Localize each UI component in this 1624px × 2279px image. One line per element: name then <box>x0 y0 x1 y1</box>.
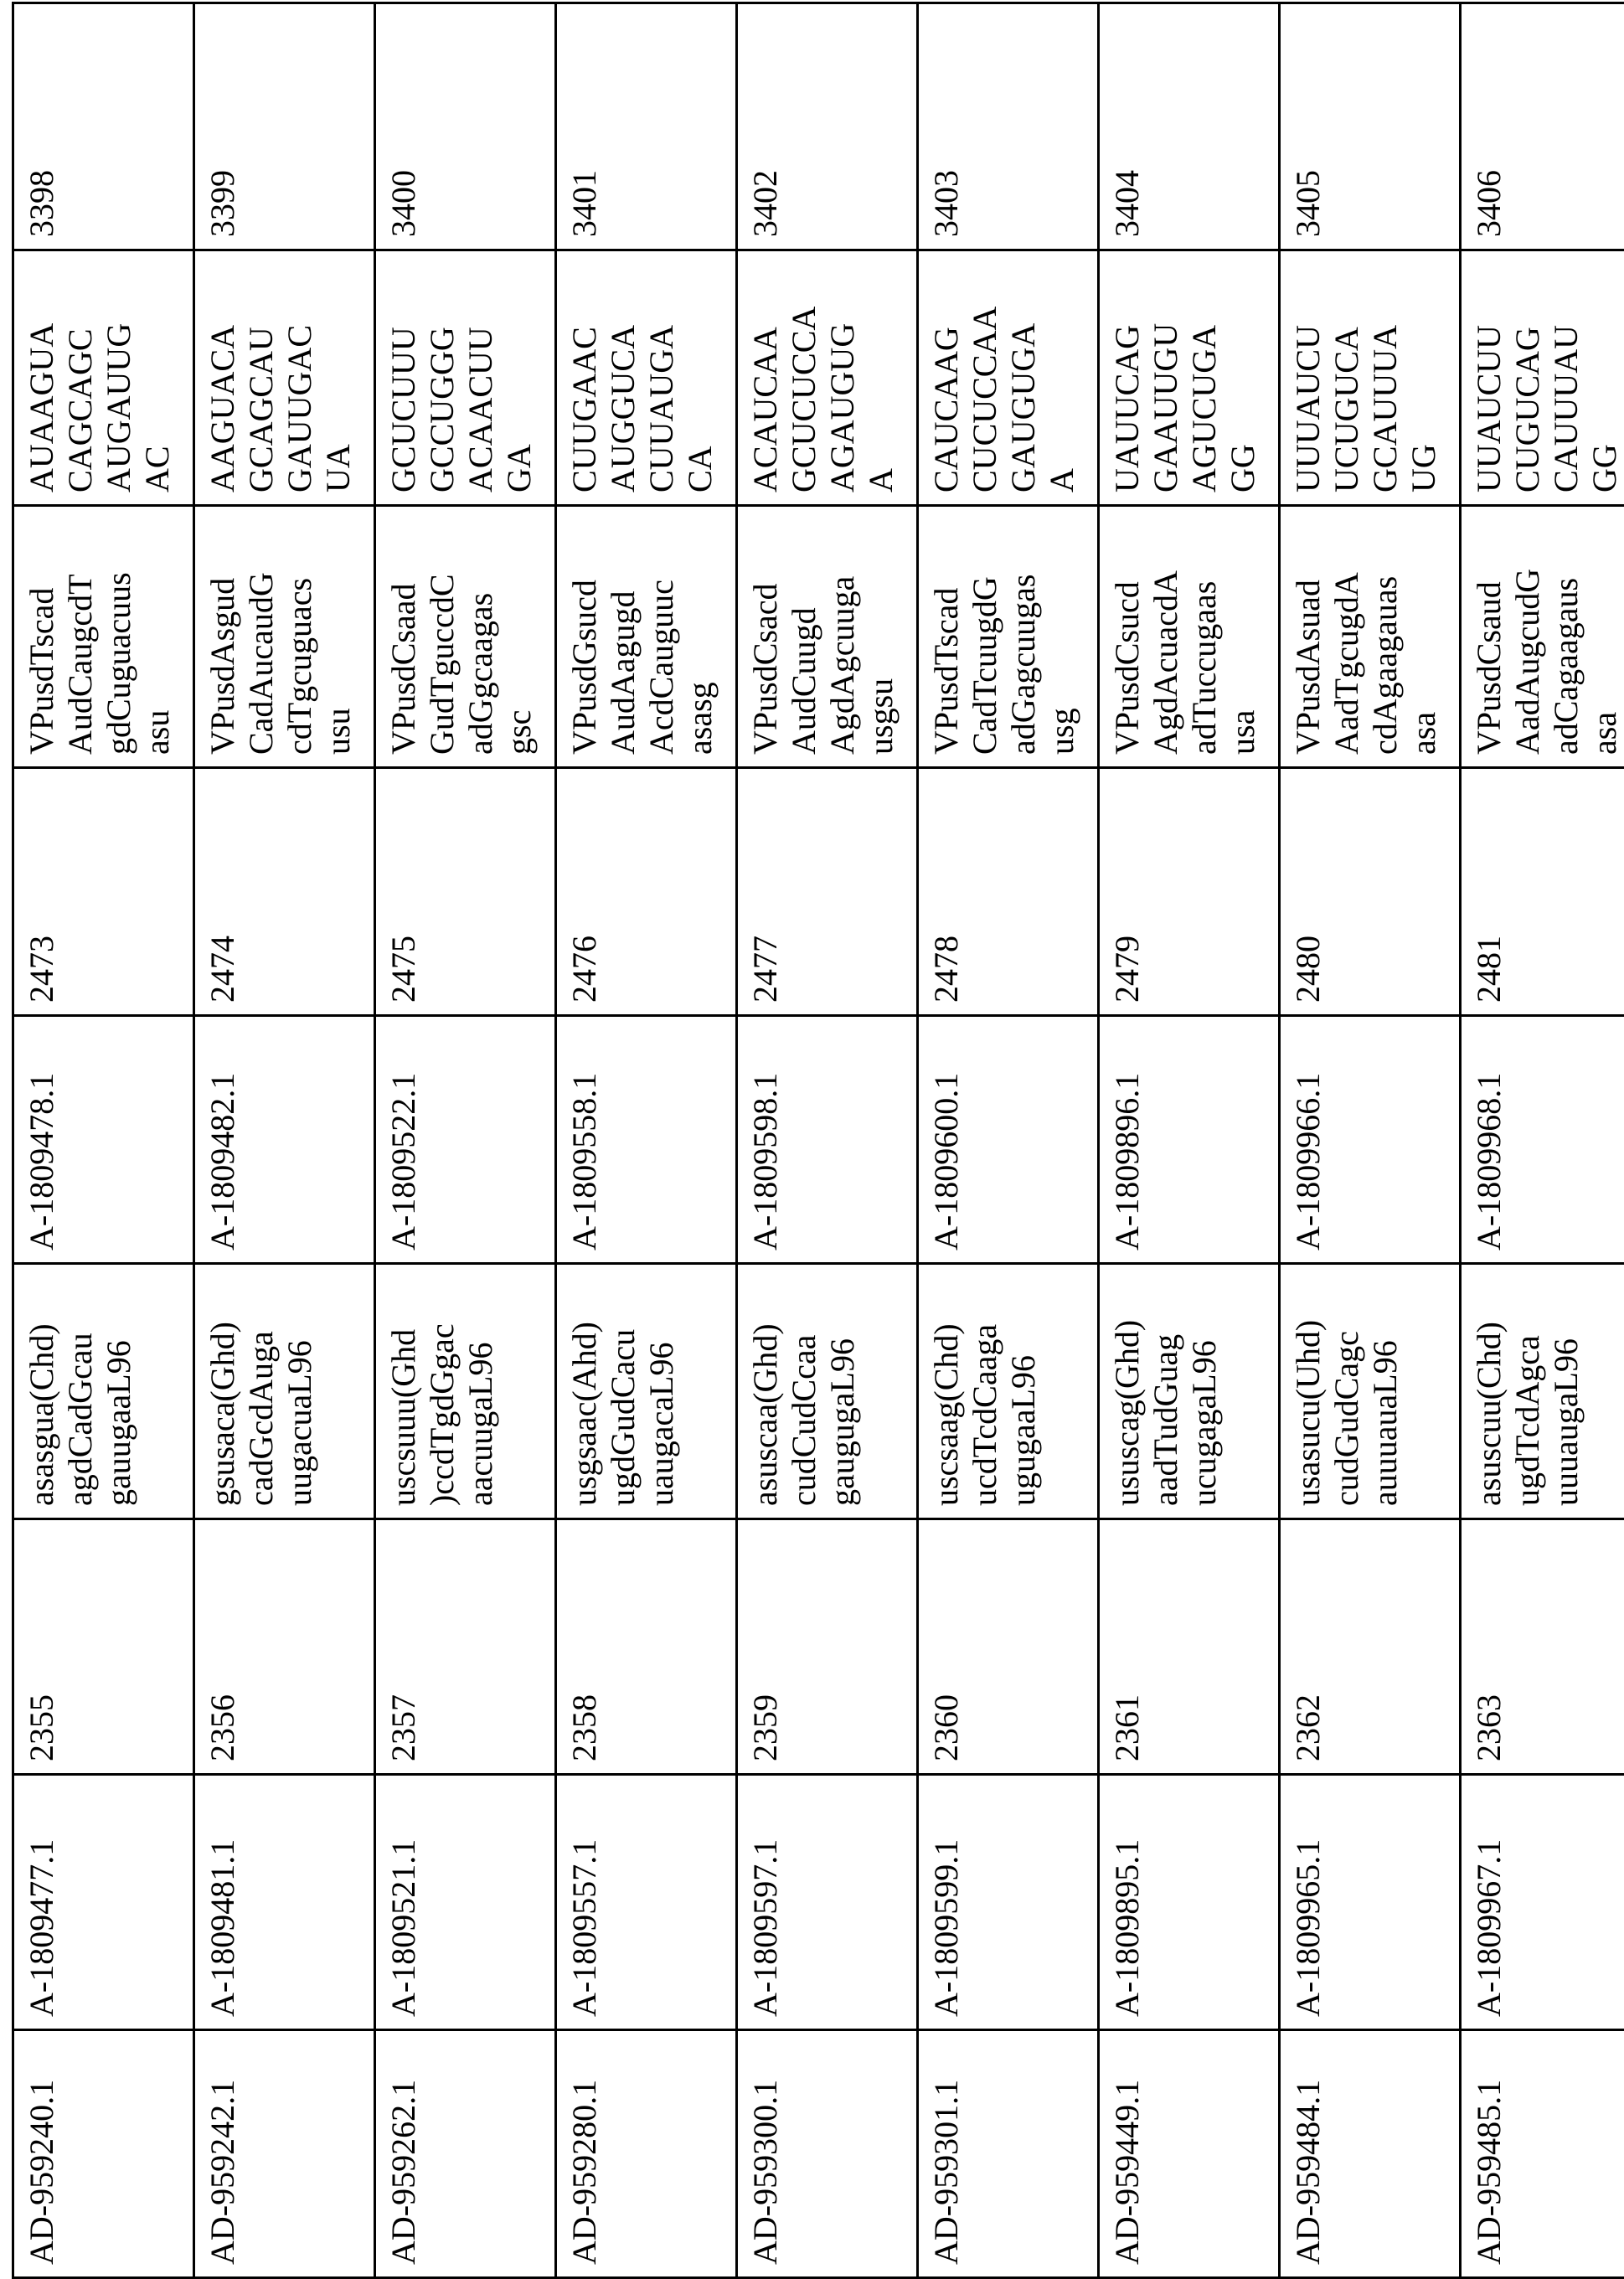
sense-sequence-cell <box>375 1264 556 1519</box>
cell-text: gsc <box>500 512 539 755</box>
sense-seq-id-cell <box>13 1519 194 1775</box>
cell-text: AD-959484.1 <box>1289 2036 1328 2265</box>
target-sequence-cell <box>918 250 1099 506</box>
cell-text: cadGcdAuga <box>242 1270 281 1506</box>
cell-text: 2478 <box>927 774 966 1003</box>
table-row <box>737 3 918 2278</box>
cell-text: GAUGUGA <box>1004 256 1043 492</box>
cell-text: AudCaugcdT <box>61 512 100 755</box>
cell-text: ugdGudCacu <box>604 1270 642 1506</box>
antisense-sequence-cell <box>194 506 375 768</box>
cell-text: asasg <box>681 512 719 755</box>
duplex-id-cell <box>1461 2030 1624 2278</box>
cell-text: usg <box>1043 512 1081 755</box>
cell-text: ACAUCAA <box>746 256 785 492</box>
cell-text: 2358 <box>565 1525 604 1761</box>
cell-text: 2475 <box>384 774 423 1003</box>
antisense-seq-id-cell <box>1099 768 1280 1016</box>
table-row <box>1099 3 1280 2278</box>
cell-text: gsusaca(Ghd) <box>204 1270 242 1506</box>
target-seq-id-cell <box>556 3 737 250</box>
cell-text: cdAgaagauas <box>1366 512 1405 755</box>
cell-text: A <box>862 256 900 492</box>
cell-text: GCUCUCCA <box>785 256 823 492</box>
cell-text: GCUCUUU <box>384 256 423 492</box>
cell-text: A-1809481.1 <box>204 1781 242 2017</box>
cell-text: aacuugaL96 <box>461 1270 500 1506</box>
antisense-seq-id-cell <box>918 768 1099 1016</box>
cell-text: A-1809895.1 <box>1108 1781 1147 2017</box>
antisense-id-cell <box>556 1016 737 1264</box>
target-sequence-cell <box>13 250 194 506</box>
antisense-seq-id-cell <box>13 768 194 1016</box>
sense-seq-id-cell <box>1280 1519 1461 1775</box>
cell-text: CUGUCAG <box>1508 256 1547 492</box>
antisense-sequence-cell <box>918 506 1099 768</box>
target-sequence-cell <box>1280 250 1461 506</box>
cell-text: 2361 <box>1108 1525 1147 1761</box>
cell-text: UAUUCAG <box>1108 256 1147 492</box>
cell-text: A-1809521.1 <box>384 1781 423 2017</box>
cell-text: 2481 <box>1470 774 1508 1003</box>
cell-text: AUGGUCA <box>604 256 642 492</box>
cell-text: GCCUGGG <box>423 256 461 492</box>
sense-seq-id-cell <box>375 1519 556 1775</box>
cell-text: 3398 <box>23 9 61 237</box>
cell-text: CAGCAGC <box>61 256 100 492</box>
cell-text: asa <box>1585 512 1624 755</box>
antisense-id-cell <box>194 1016 375 1264</box>
cell-text: A-1809966.1 <box>1289 1022 1328 1250</box>
cell-text: GA <box>500 256 539 492</box>
sense-sequence-cell <box>1280 1264 1461 1519</box>
cell-text: UUAUCUU <box>1470 256 1508 492</box>
sense-id-cell <box>13 1775 194 2030</box>
sense-sequence-cell <box>194 1264 375 1519</box>
cell-text: A-1809896.1 <box>1108 1022 1147 1250</box>
cell-text: 3404 <box>1108 9 1147 237</box>
cell-text: asu <box>138 512 177 755</box>
cell-text: CadAucaudG <box>242 512 281 755</box>
cell-text: 2480 <box>1289 774 1328 1003</box>
sense-sequence-cell <box>737 1264 918 1519</box>
cell-text: UA <box>319 256 358 492</box>
cell-text: AUAAGUA <box>23 256 61 492</box>
target-sequence-cell <box>194 250 375 506</box>
cell-text: AD-959242.1 <box>204 2036 242 2265</box>
duplex-id-cell <box>918 2030 1099 2278</box>
target-seq-id-cell <box>13 3 194 250</box>
cell-text: AD-959240.1 <box>23 2036 61 2265</box>
target-sequence-cell <box>556 250 737 506</box>
target-seq-id-cell <box>194 3 375 250</box>
duplex-id-cell <box>737 2030 918 2278</box>
antisense-id-cell <box>1461 1016 1624 1264</box>
cell-text: cudCudCcaa <box>785 1270 823 1506</box>
target-sequence-cell <box>1461 250 1624 506</box>
cell-text: 2359 <box>746 1525 785 1761</box>
cell-text: 2362 <box>1289 1525 1328 1761</box>
cell-text: CAUUUAU <box>1547 256 1585 492</box>
antisense-sequence-cell <box>1461 506 1624 768</box>
table-row <box>918 3 1099 2278</box>
cell-text: CAUCAAG <box>927 256 966 492</box>
sense-seq-id-cell <box>1461 1519 1624 1775</box>
cell-text: asuscaa(Ghd) <box>746 1270 785 1506</box>
cell-text: AAGUACA <box>204 256 242 492</box>
cell-text: AgdAcuacdA <box>1147 512 1185 755</box>
cell-text: ugugaaL96 <box>1004 1270 1043 1506</box>
antisense-seq-id-cell <box>1280 768 1461 1016</box>
cell-text: A-1809599.1 <box>927 1781 966 2017</box>
cell-text: adTuccugaas <box>1185 512 1224 755</box>
target-seq-id-cell <box>1099 3 1280 250</box>
cell-text: AD-959280.1 <box>565 2036 604 2265</box>
sense-seq-id-cell <box>737 1519 918 1775</box>
cell-text: GG <box>1224 256 1262 492</box>
antisense-seq-id-cell <box>375 768 556 1016</box>
target-sequence-cell <box>1099 250 1280 506</box>
cell-text: AUGAUUG <box>100 256 138 492</box>
cell-text: A-1809522.1 <box>384 1022 423 1250</box>
cell-text: 2473 <box>23 774 61 1003</box>
cell-text: adGagcuugas <box>1004 512 1043 755</box>
sense-sequence-cell <box>556 1264 737 1519</box>
antisense-seq-id-cell <box>737 768 918 1016</box>
duplex-id-cell <box>1280 2030 1461 2278</box>
cell-text: VPusdCsacd <box>746 512 785 755</box>
cell-text: usgsaac(Ahd) <box>565 1270 604 1506</box>
antisense-id-cell <box>13 1016 194 1264</box>
cell-text: A <box>1043 256 1081 492</box>
antisense-id-cell <box>737 1016 918 1264</box>
cell-text: ususcag(Ghd) <box>1108 1270 1147 1506</box>
cell-text: asuscuu(Chd) <box>1470 1270 1508 1506</box>
cell-text: UG <box>1405 256 1443 492</box>
table-row <box>556 3 737 2278</box>
cell-text: 3402 <box>746 9 785 237</box>
cell-text: CadTcuugdG <box>966 512 1004 755</box>
target-sequence-cell <box>375 250 556 506</box>
sense-seq-id-cell <box>194 1519 375 1775</box>
cell-text: UCUGUCA <box>1328 256 1366 492</box>
sense-sequence-cell <box>1099 1264 1280 1519</box>
antisense-id-cell <box>918 1016 1099 1264</box>
cell-text: A-1809558.1 <box>565 1022 604 1250</box>
cell-text: GAUUGAC <box>281 256 319 492</box>
cell-text: GudTguccdC <box>423 512 461 755</box>
antisense-seq-id-cell <box>556 768 737 1016</box>
cell-text: VPusdCsaud <box>1470 512 1508 755</box>
sense-id-cell <box>1099 1775 1280 2030</box>
sense-sequence-cell <box>1461 1264 1624 1519</box>
cell-text: 2360 <box>927 1525 966 1761</box>
target-seq-id-cell <box>737 3 918 250</box>
antisense-id-cell <box>375 1016 556 1264</box>
cell-text: 2355 <box>23 1525 61 1761</box>
cell-text: VPusdTscad <box>23 512 61 755</box>
cell-text: 3403 <box>927 9 966 237</box>
cell-text: AadAugcudG <box>1508 512 1547 755</box>
cell-text: 3401 <box>565 9 604 237</box>
antisense-sequence-cell <box>13 506 194 768</box>
cell-text: usa <box>1224 512 1262 755</box>
sense-sequence-cell <box>918 1264 1099 1519</box>
cell-text: 2479 <box>1108 774 1147 1003</box>
cell-text: VPusdTscad <box>927 512 966 755</box>
rotated-page <box>0 0 1624 2279</box>
cell-text: AcdCauguuc <box>642 512 681 755</box>
cell-text: AD-959300.1 <box>746 2036 785 2265</box>
cell-text: uuuaugaL96 <box>1547 1270 1585 1506</box>
table-row <box>194 3 375 2278</box>
cell-text: AGAUGUG <box>823 256 862 492</box>
cell-text: agdCadGcau <box>61 1270 100 1506</box>
table-row <box>1280 3 1461 2278</box>
target-seq-id-cell <box>375 3 556 250</box>
antisense-id-cell <box>1099 1016 1280 1264</box>
table-row <box>1461 3 1624 2278</box>
cell-text: A-1809478.1 <box>23 1022 61 1250</box>
cell-text: gaugugaL96 <box>823 1270 862 1506</box>
cell-text: CUUAUGA <box>642 256 681 492</box>
cell-text: CA <box>681 256 719 492</box>
cell-text: VPusdAsgud <box>204 512 242 755</box>
cell-text: 2356 <box>204 1525 242 1761</box>
sense-id-cell <box>1280 1775 1461 2030</box>
antisense-sequence-cell <box>1280 506 1461 768</box>
cell-text: gauugaaL96 <box>100 1270 138 1506</box>
cell-text: 3406 <box>1470 9 1508 237</box>
antisense-seq-id-cell <box>194 768 375 1016</box>
cell-text: AD-959449.1 <box>1108 2036 1147 2265</box>
table-row <box>375 3 556 2278</box>
cell-text: asasgua(Chd) <box>23 1270 61 1506</box>
cell-text: uscsaag(Chd) <box>927 1270 966 1506</box>
cell-text: VPusdCsucd <box>1108 512 1147 755</box>
cell-text: 2476 <box>565 774 604 1003</box>
target-seq-id-cell <box>1461 3 1624 250</box>
cell-text: GAAUUGU <box>1147 256 1185 492</box>
cell-text: uaugacaL96 <box>642 1270 681 1506</box>
cell-text: usasucu(Uhd) <box>1289 1270 1328 1506</box>
sense-seq-id-cell <box>1099 1519 1280 1775</box>
cell-text: A-1809968.1 <box>1470 1022 1508 1250</box>
antisense-sequence-cell <box>375 506 556 768</box>
target-seq-id-cell <box>918 3 1099 250</box>
sense-seq-id-cell <box>918 1519 1099 1775</box>
cell-text: cdTgcuguacs <box>281 512 319 755</box>
sense-id-cell <box>556 1775 737 2030</box>
antisense-seq-id-cell <box>1461 768 1624 1016</box>
cell-text: AgdAgcuuga <box>823 512 862 755</box>
sense-id-cell <box>1461 1775 1624 2030</box>
cell-text: ucugagaL96 <box>1185 1270 1224 1506</box>
cell-text: VPusdAsuad <box>1289 512 1328 755</box>
target-seq-id-cell <box>1280 3 1461 250</box>
cell-text: AadTgcugdA <box>1328 512 1366 755</box>
cell-text: A-1809477.1 <box>23 1781 61 2017</box>
duplex-id-cell <box>13 2030 194 2278</box>
cell-text: AGUCUGA <box>1185 256 1224 492</box>
cell-text: auuuauaL96 <box>1366 1270 1405 1506</box>
cell-text: GCAUUUA <box>1366 256 1405 492</box>
cell-text: VPusdGsucd <box>565 512 604 755</box>
cell-text: A-1809965.1 <box>1289 1781 1328 2017</box>
cell-text: GG <box>1585 256 1624 492</box>
duplex-id-cell <box>194 2030 375 2278</box>
sense-id-cell <box>375 1775 556 2030</box>
sense-id-cell <box>918 1775 1099 2030</box>
duplex-id-cell <box>556 2030 737 2278</box>
cell-text: UUUAUCU <box>1289 256 1328 492</box>
cell-text: A-1809600.1 <box>927 1022 966 1250</box>
cell-text: AC <box>138 256 177 492</box>
cell-text: A-1809482.1 <box>204 1022 242 1250</box>
cell-text: AudAagugd <box>604 512 642 755</box>
cell-text: ACAACUU <box>461 256 500 492</box>
cell-text: VPusdCsaad <box>384 512 423 755</box>
cell-text: AD-959301.1 <box>927 2036 966 2265</box>
duplex-id-cell <box>1099 2030 1280 2278</box>
cell-text: asa <box>1405 512 1443 755</box>
cell-text: A-1809557.1 <box>565 1781 604 2017</box>
cell-text: aadTudGuag <box>1147 1270 1185 1506</box>
antisense-sequence-cell <box>556 506 737 768</box>
cell-text: adGgcaagas <box>461 512 500 755</box>
cell-text: GCAGCAU <box>242 256 281 492</box>
cell-text: uugacuaL96 <box>281 1270 319 1506</box>
cell-text: CUUGAAC <box>565 256 604 492</box>
table-row <box>13 3 194 2278</box>
sense-id-cell <box>194 1775 375 2030</box>
cell-text: 2474 <box>204 774 242 1003</box>
antisense-sequence-cell <box>1099 506 1280 768</box>
cell-text: cudGudCagc <box>1328 1270 1366 1506</box>
cell-text: gdCuguacuus <box>100 512 138 755</box>
antisense-sequence-cell <box>737 506 918 768</box>
cell-text: 3400 <box>384 9 423 237</box>
cell-text: uscsuuu(Ghd <box>384 1270 423 1506</box>
cell-text: AD-959262.1 <box>384 2036 423 2265</box>
sense-id-cell <box>737 1775 918 2030</box>
cell-text: usu <box>319 512 358 755</box>
cell-text: 2363 <box>1470 1525 1508 1761</box>
cell-text: AD-959485.1 <box>1470 2036 1508 2265</box>
cell-text: 2357 <box>384 1525 423 1761</box>
sequence-table <box>12 2 1624 2279</box>
cell-text: ucdTcdCaaga <box>966 1270 1004 1506</box>
cell-text: 3405 <box>1289 9 1328 237</box>
cell-text: A-1809597.1 <box>746 1781 785 2017</box>
sense-sequence-cell <box>13 1264 194 1519</box>
cell-text: ugdTcdAgca <box>1508 1270 1547 1506</box>
sense-seq-id-cell <box>556 1519 737 1775</box>
cell-text: adCagaagaus <box>1547 512 1585 755</box>
cell-text: 2477 <box>746 774 785 1003</box>
antisense-id-cell <box>1280 1016 1461 1264</box>
cell-text: CUCUCCAA <box>966 256 1004 492</box>
cell-text: )ccdTgdGgac <box>423 1270 461 1506</box>
cell-text: usgsu <box>862 512 900 755</box>
duplex-id-cell <box>375 2030 556 2278</box>
target-sequence-cell <box>737 250 918 506</box>
cell-text: A-1809967.1 <box>1470 1781 1508 2017</box>
cell-text: A-1809598.1 <box>746 1022 785 1250</box>
cell-text: 3399 <box>204 9 242 237</box>
cell-text: AudCuugd <box>785 512 823 755</box>
